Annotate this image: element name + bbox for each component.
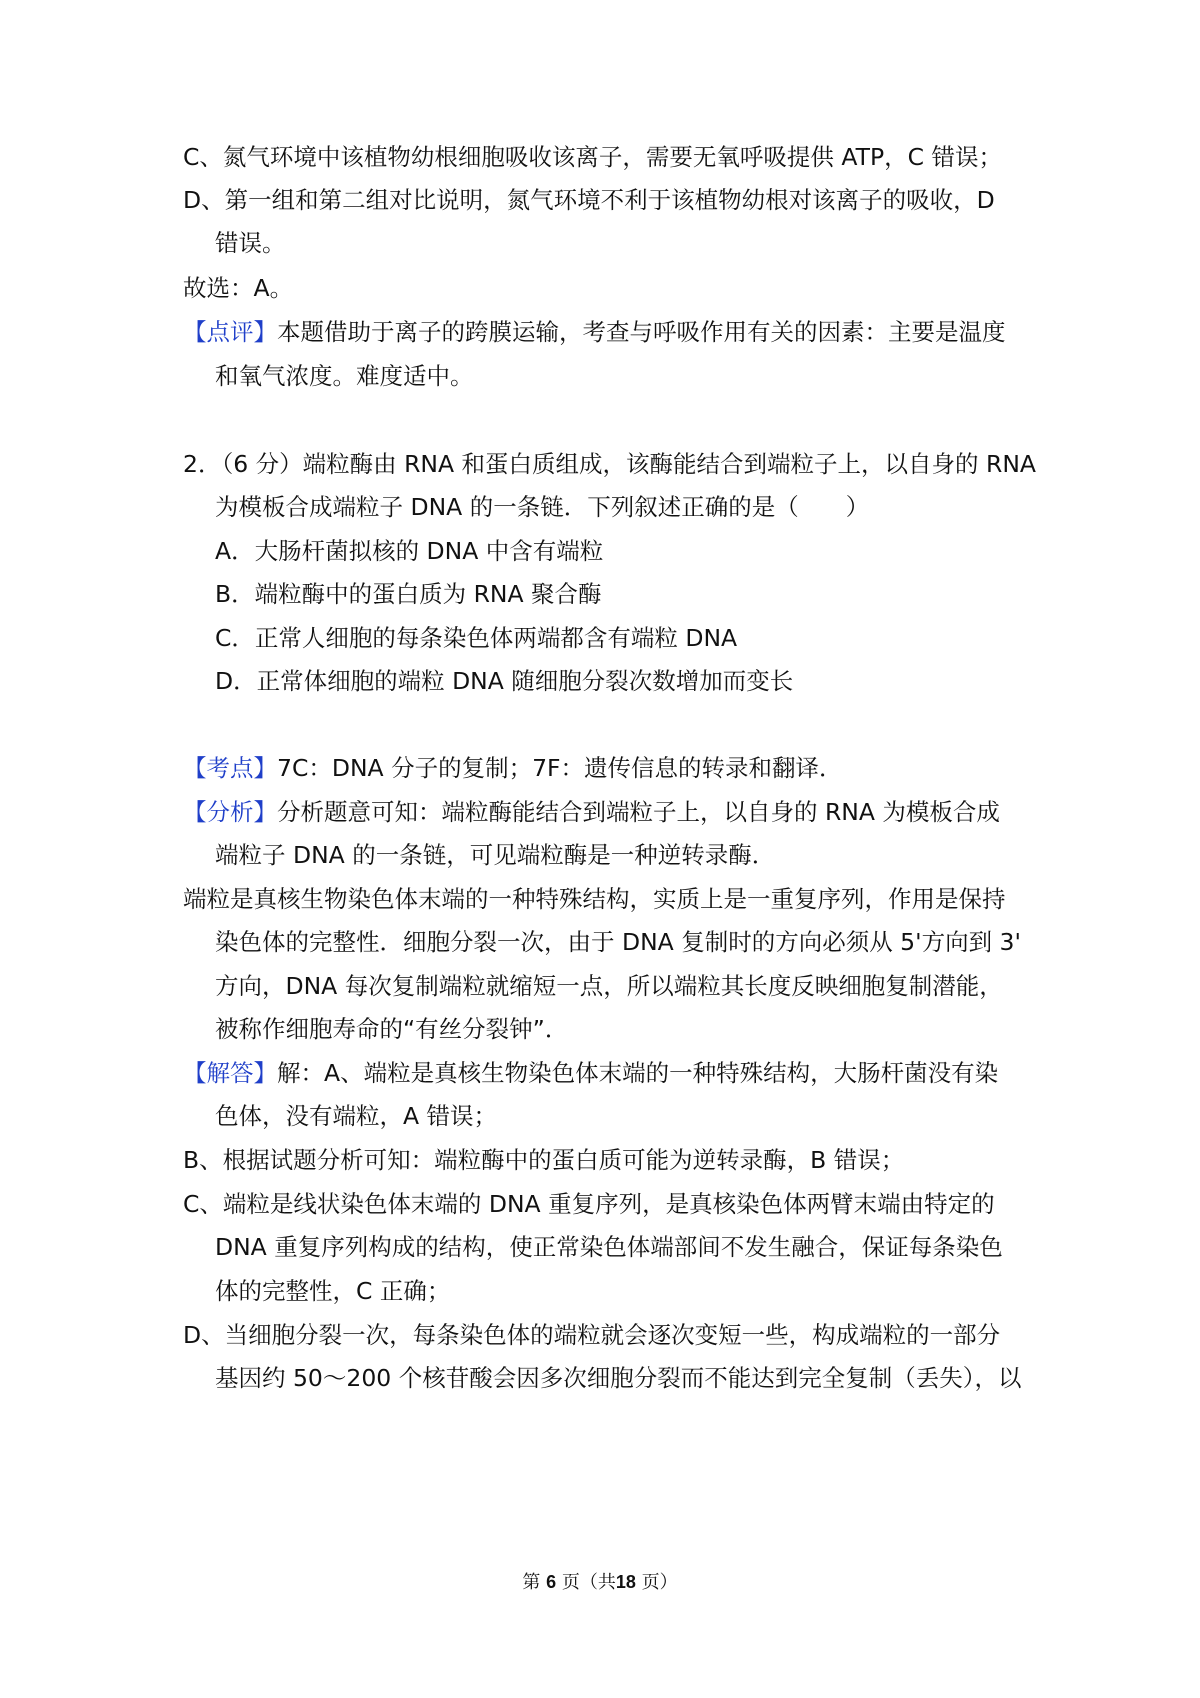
q2-option-b: B．端粒酶中的蛋白质为 RNA 聚合酶 <box>215 580 602 608</box>
q2-option-c: C．正常人细胞的每条染色体两端都含有端粒 DNA <box>215 624 738 652</box>
footer-prefix: 第 <box>522 1572 541 1593</box>
kaodian-text: 7C：DNA 分子的复制；7F：遗传信息的转录和翻译． <box>277 754 843 782</box>
q2-jieda-b: B、根据试题分析可知：端粒酶中的蛋白质可能为逆转录酶，B 错误； <box>183 1146 905 1174</box>
q2-stem: 2．（6 分）端粒酶由 RNA 和蛋白质组成，该酶能结合到端粒子上，以自身的 RNA <box>183 450 1036 478</box>
q2-paragraph-line: 方向，DNA 每次复制端粒就缩短一点，所以端粒其长度反映细胞复制潜能， <box>215 972 1003 1000</box>
q2-jieda-c-cont: DNA 重复序列构成的结构，使正常染色体端部间不发生融合，保证每条染色 <box>215 1233 1003 1261</box>
kaodian-tag: 【考点】 <box>183 754 277 782</box>
q2-jieda-a-cont: 色体，没有端粒，A 错误； <box>215 1102 498 1130</box>
q2-jieda-d-cont: 基因约 50～200 个核苷酸会因多次细胞分裂而不能达到完全复制（丢失），以 <box>215 1364 1022 1392</box>
q2-jieda-c-cont: 体的完整性，C 正确； <box>215 1277 451 1305</box>
q1-option-d-analysis-cont: 错误。 <box>215 229 286 257</box>
jieda-text: 解：A、端粒是真核生物染色体末端的一种特殊结构，大肠杆菌没有染 <box>277 1059 999 1087</box>
q1-answer-choice: 故选：A。 <box>183 274 294 302</box>
fenxi-tag: 【分析】 <box>183 798 277 826</box>
q2-kaodian <box>183 751 1028 785</box>
q2-paragraph-line: 被称作细胞寿命的“有丝分裂钟”． <box>215 1015 569 1043</box>
jieda-tag: 【解答】 <box>183 1059 277 1087</box>
page-footer <box>0 1568 1200 1594</box>
q2-fenxi <box>183 795 1028 829</box>
fenxi-text: 分析题意可知：端粒酶能结合到端粒子上，以自身的 RNA 为模板合成 <box>277 798 1000 826</box>
review-text: 本题借助于离子的跨膜运输，考查与呼吸作用有关的因素：主要是温度 <box>277 318 1006 346</box>
footer-suffix: 页） <box>641 1572 678 1593</box>
q2-jieda-d: D、当细胞分裂一次，每条染色体的端粒就会逐次变短一些，构成端粒的一部分 <box>183 1321 1001 1349</box>
review-tag: 【点评】 <box>183 318 277 346</box>
q2-paragraph-line: 端粒是真核生物染色体末端的一种特殊结构，实质上是一重复序列，作用是保持 <box>183 885 1006 913</box>
q1-review-cont: 和氧气浓度。难度适中。 <box>215 362 474 390</box>
q2-option-d: D．正常体细胞的端粒 DNA 随细胞分裂次数增加而变长 <box>215 667 794 695</box>
q2-fenxi-cont: 端粒子 DNA 的一条链，可见端粒酶是一种逆转录酶． <box>215 841 776 869</box>
footer-mid: 页（共 <box>561 1572 616 1593</box>
q1-option-c-analysis: C、氮气环境中该植物幼根细胞吸收该离子，需要无氧呼吸提供 ATP，C 错误； <box>183 143 1003 171</box>
footer-total-pages: 18 <box>615 1572 636 1592</box>
q2-option-a: A．大肠杆菌拟核的 DNA 中含有端粒 <box>215 537 604 565</box>
q1-review <box>183 315 1028 349</box>
footer-page-number: 6 <box>546 1572 557 1592</box>
q2-paragraph-line: 染色体的完整性．细胞分裂一次，由于 DNA 复制时的方向必须从 5'方向到 3' <box>215 928 1021 956</box>
q2-stem-cont: 为模板合成端粒子 DNA 的一条链．下列叙述正确的是（ ） <box>215 493 870 521</box>
q1-option-d-analysis: D、第一组和第二组对比说明，氮气环境不利于该植物幼根对该离子的吸收，D <box>183 186 995 214</box>
q2-jieda-c: C、端粒是线状染色体末端的 DNA 重复序列，是真核染色体两臂末端由特定的 <box>183 1190 995 1218</box>
q2-jieda <box>183 1056 1028 1090</box>
